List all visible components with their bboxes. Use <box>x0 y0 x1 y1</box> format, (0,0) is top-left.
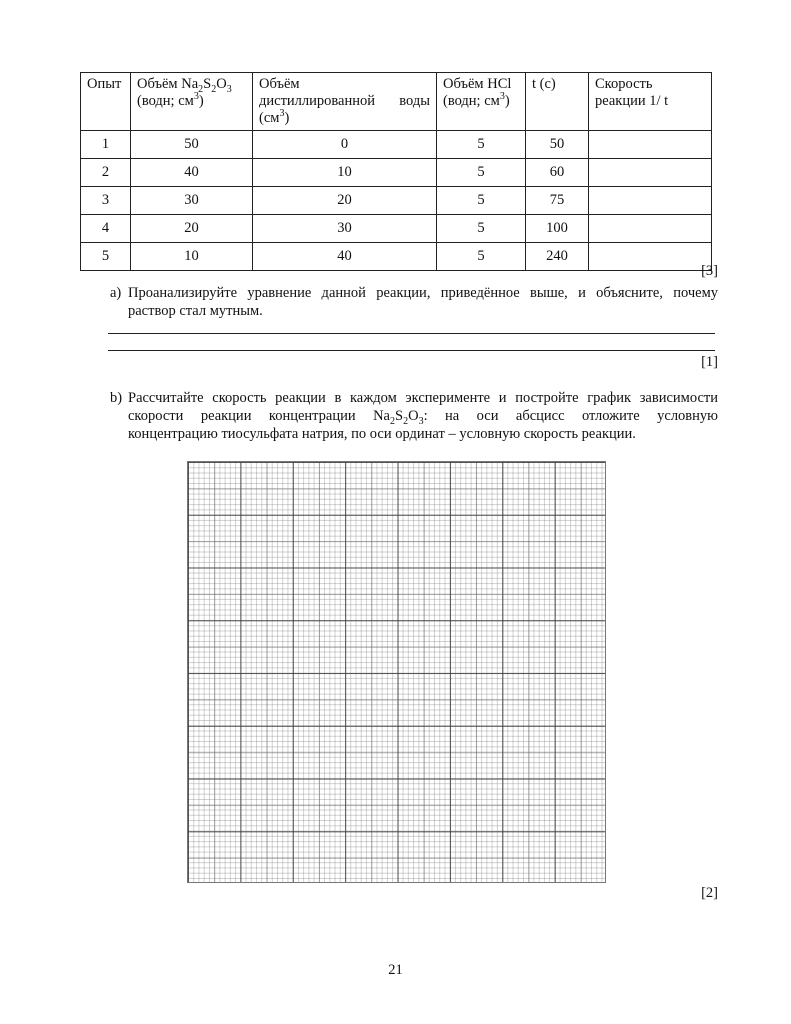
cell-time: 50 <box>526 131 589 159</box>
question-a-label: a) <box>110 285 122 301</box>
cell-experiment: 3 <box>81 187 131 215</box>
question-b-line2: скорости реакции концентрации $Na_2S_2O_3$: на оси абсцисс отложите условную <box>128 408 719 427</box>
graph-paper[interactable] <box>187 461 606 883</box>
cell-water-volume: 10 <box>253 159 437 187</box>
cell-hcl-volume: 5 <box>437 187 526 215</box>
cell-water-volume: 20 <box>253 187 437 215</box>
cell-time: 75 <box>526 187 589 215</box>
cell-time: 60 <box>526 159 589 187</box>
table-row <box>81 243 712 271</box>
cell-rate-answer[interactable] <box>589 131 712 159</box>
page-number: 21 <box>388 962 403 978</box>
question-b-label: b) <box>110 390 123 406</box>
cell-time: 100 <box>526 215 589 243</box>
header-time: t (с) <box>526 73 589 131</box>
table-row <box>81 215 712 243</box>
table-mark: [3] <box>701 263 718 279</box>
cell-experiment: 5 <box>81 243 131 271</box>
header-na-volume: Объём $Na_2S_2O_3$ (водн; $см^3$) <box>131 73 253 131</box>
table-row <box>81 187 712 215</box>
cell-na-volume: 50 <box>131 131 253 159</box>
cell-experiment: 1 <box>81 131 131 159</box>
cell-water-volume: 40 <box>253 243 437 271</box>
header-water-volume: Объём дистиллированной воды $(см^3)$ <box>253 73 437 131</box>
cell-rate-answer[interactable] <box>589 243 712 271</box>
cell-rate-answer[interactable] <box>589 215 712 243</box>
cell-na-volume: 40 <box>131 159 253 187</box>
experiment-table <box>80 72 712 271</box>
cell-hcl-volume: 5 <box>437 243 526 271</box>
header-rate: Скорость реакции 1/ t <box>589 73 712 131</box>
cell-na-volume: 30 <box>131 187 253 215</box>
cell-experiment: 2 <box>81 159 131 187</box>
cell-water-volume: 30 <box>253 215 437 243</box>
cell-hcl-volume: 5 <box>437 131 526 159</box>
answer-line-a-1[interactable] <box>108 333 715 334</box>
header-hcl-volume: Объём HCl (водн; $см^3$) <box>437 73 526 131</box>
cell-water-volume: 0 <box>253 131 437 159</box>
cell-na-volume: 10 <box>131 243 253 271</box>
header-experiment: Опыт <box>81 73 131 131</box>
cell-time: 240 <box>526 243 589 271</box>
question-a <box>110 284 718 320</box>
cell-hcl-volume: 5 <box>437 159 526 187</box>
table-row <box>81 159 712 187</box>
question-a-line2: раствор стал мутным. <box>128 303 263 319</box>
question-b-line3: концентрацию тиосульфата натрия, по оси ординат – условную скорость реакции. <box>128 426 636 442</box>
table-header-row <box>81 73 712 131</box>
question-b-line1: Рассчитайте скорость реакции в каждом эксперименте и постройте график зависимости <box>128 390 718 406</box>
question-a-line1: Проанализируйте уравнение данной реакции, приведённое выше, и объясните, почему <box>128 285 718 301</box>
table-row <box>81 131 712 159</box>
question-b-mark: [2] <box>701 885 718 901</box>
answer-line-a-2[interactable] <box>108 350 715 351</box>
question-b <box>110 389 718 443</box>
cell-hcl-volume: 5 <box>437 215 526 243</box>
question-a-mark: [1] <box>701 354 718 370</box>
cell-rate-answer[interactable] <box>589 159 712 187</box>
cell-experiment: 4 <box>81 215 131 243</box>
cell-na-volume: 20 <box>131 215 253 243</box>
cell-rate-answer[interactable] <box>589 187 712 215</box>
